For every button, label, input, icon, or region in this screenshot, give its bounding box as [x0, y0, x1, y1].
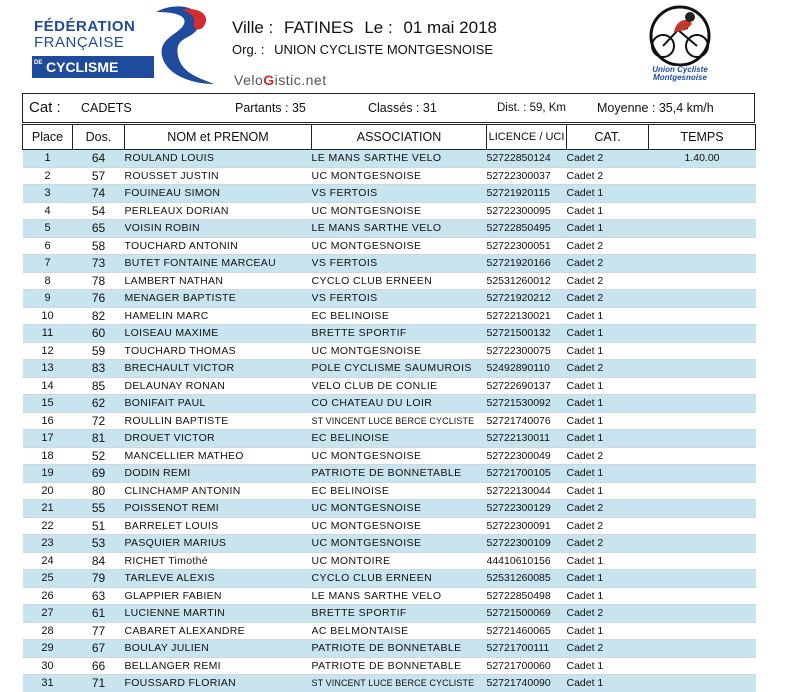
cell-place: 3 — [23, 185, 73, 203]
col-header-name: NOM et PRENOM — [125, 125, 312, 150]
cell-place: 22 — [23, 517, 73, 535]
cell-place: 26 — [23, 587, 73, 605]
results-body — [23, 150, 756, 692]
col-header-category: CAT. — [567, 125, 649, 150]
cell-category: Cadet 1 — [567, 185, 649, 203]
club-logo-text-line1: Union Cycliste — [652, 65, 708, 74]
cell-time — [649, 517, 756, 535]
cell-dossard: 84 — [73, 552, 125, 570]
table-row — [23, 237, 756, 255]
cell-category: Cadet 1 — [567, 395, 649, 413]
cell-time — [649, 255, 756, 273]
cell-name: LOISEAU MAXIME — [125, 325, 312, 343]
average-speed: Moyenne : 35,4 km/h — [597, 101, 714, 115]
cell-time — [649, 570, 756, 588]
cell-time — [649, 622, 756, 640]
cell-time — [649, 587, 756, 605]
table-row — [23, 675, 756, 692]
cell-licence: 52492890110 — [487, 360, 567, 378]
cell-licence: 52721700111 — [487, 640, 567, 658]
cell-category: Cadet 2 — [567, 517, 649, 535]
table-row — [23, 395, 756, 413]
date-value: 01 mai 2018 — [403, 18, 497, 37]
cell-name: LAMBERT NATHAN — [125, 272, 312, 290]
cell-time — [649, 185, 756, 203]
cell-category: Cadet 1 — [567, 220, 649, 238]
cell-licence: 52722690137 — [487, 377, 567, 395]
cell-name: BRECHAULT VICTOR — [125, 360, 312, 378]
cell-name: MENAGER BAPTISTE — [125, 290, 312, 308]
cell-licence: 52722130044 — [487, 482, 567, 500]
cell-category: Cadet 2 — [567, 360, 649, 378]
cell-association: UC MONTGESNOISE — [312, 167, 487, 185]
cell-place: 19 — [23, 465, 73, 483]
cell-licence: 52721920212 — [487, 290, 567, 308]
cell-association: UC MONTGESNOISE — [312, 517, 487, 535]
cell-dossard: 80 — [73, 482, 125, 500]
cell-licence: 44410610156 — [487, 552, 567, 570]
cell-time — [649, 552, 756, 570]
cell-category: Cadet 1 — [567, 675, 649, 692]
table-row — [23, 640, 756, 658]
cell-place: 20 — [23, 482, 73, 500]
cell-category: Cadet 1 — [567, 552, 649, 570]
cell-time — [649, 482, 756, 500]
cell-place: 17 — [23, 430, 73, 448]
cell-category: Cadet 1 — [567, 622, 649, 640]
cell-category: Cadet 2 — [567, 237, 649, 255]
event-location-date — [232, 18, 497, 38]
table-row — [23, 447, 756, 465]
race-summary — [22, 93, 755, 123]
results-table — [22, 124, 756, 692]
cell-name: FOUSSARD FLORIAN — [125, 675, 312, 692]
ffc-logo-de: DE — [34, 60, 43, 66]
cell-dossard: 65 — [73, 220, 125, 238]
cell-licence: 52721740076 — [487, 412, 567, 430]
cell-time — [649, 237, 756, 255]
cell-association: UC MONTGESNOISE — [312, 447, 487, 465]
cell-place: 23 — [23, 535, 73, 553]
cell-name: PERLEAUX DORIAN — [125, 202, 312, 220]
cell-category: Cadet 1 — [567, 307, 649, 325]
cell-dossard: 69 — [73, 465, 125, 483]
table-row — [23, 202, 756, 220]
cell-place: 13 — [23, 360, 73, 378]
cell-licence: 52722300037 — [487, 167, 567, 185]
cell-place: 28 — [23, 622, 73, 640]
cell-dossard: 67 — [73, 640, 125, 658]
cell-name: CABARET ALEXANDRE — [125, 622, 312, 640]
cell-time — [649, 307, 756, 325]
org-value: UNION CYCLISTE MONTGESNOISE — [274, 42, 494, 57]
cell-licence: 52721920166 — [487, 255, 567, 273]
classes-count: Classés : 31 — [368, 101, 437, 115]
table-row — [23, 430, 756, 448]
velogistic-part-b: istic.net — [274, 72, 327, 88]
cell-dossard: 52 — [73, 447, 125, 465]
cell-time — [649, 272, 756, 290]
cell-time — [649, 290, 756, 308]
cell-association: PATRIOTE DE BONNETABLE — [312, 465, 487, 483]
cell-name: VOISIN ROBIN — [125, 220, 312, 238]
cell-place: 27 — [23, 605, 73, 623]
ville-label: Ville : — [232, 18, 274, 37]
table-row — [23, 552, 756, 570]
table-row — [23, 325, 756, 343]
ville-value: FATINES — [284, 18, 354, 37]
cell-time — [649, 447, 756, 465]
cell-place: 31 — [23, 675, 73, 692]
cell-licence: 52722850124 — [487, 150, 567, 168]
cell-dossard: 57 — [73, 167, 125, 185]
cell-category: Cadet 1 — [567, 570, 649, 588]
cell-place: 6 — [23, 237, 73, 255]
cell-dossard: 55 — [73, 500, 125, 518]
cell-licence: 52721500069 — [487, 605, 567, 623]
ffc-logo-bar — [32, 56, 154, 78]
cell-name: LUCIENNE MARTIN — [125, 605, 312, 623]
cell-association: POLE CYCLISME SAUMUROIS — [312, 360, 487, 378]
cell-licence: 52721740090 — [487, 675, 567, 692]
cell-association: CYCLO CLUB ERNEEN — [312, 272, 487, 290]
cell-dossard: 53 — [73, 535, 125, 553]
date-label: Le : — [364, 18, 393, 37]
table-row — [23, 307, 756, 325]
cell-licence: 52721500132 — [487, 325, 567, 343]
cell-name: DELAUNAY RONAN — [125, 377, 312, 395]
cell-time — [649, 640, 756, 658]
table-row — [23, 150, 756, 168]
cell-name: BELLANGER REMI — [125, 657, 312, 675]
col-header-place: Place — [23, 125, 73, 150]
cell-licence: 52531260085 — [487, 570, 567, 588]
table-row — [23, 290, 756, 308]
cell-association: PATRIOTE DE BONNETABLE — [312, 657, 487, 675]
cell-licence: 52531260012 — [487, 272, 567, 290]
cell-time — [649, 202, 756, 220]
cell-dossard: 82 — [73, 307, 125, 325]
cell-category: Cadet 2 — [567, 255, 649, 273]
cell-place: 9 — [23, 290, 73, 308]
cell-name: FOUINEAU SIMON — [125, 185, 312, 203]
ffc-logo-line2: FRANÇAISE — [34, 34, 125, 51]
cell-dossard: 62 — [73, 395, 125, 413]
club-logo-text — [630, 66, 730, 82]
cell-association: UC MONTGESNOISE — [312, 237, 487, 255]
cell-place: 1 — [23, 150, 73, 168]
cell-association: VS FERTOIS — [312, 290, 487, 308]
cell-name: RICHET Timothé — [125, 552, 312, 570]
cell-name: BOULAY JULIEN — [125, 640, 312, 658]
cell-association: LE MANS SARTHE VELO — [312, 587, 487, 605]
cell-dossard: 58 — [73, 237, 125, 255]
cell-place: 11 — [23, 325, 73, 343]
cell-association: CO CHATEAU DU LOIR — [312, 395, 487, 413]
cell-name: POISSENOT REMI — [125, 500, 312, 518]
table-row — [23, 377, 756, 395]
cell-licence: 52722300049 — [487, 447, 567, 465]
cell-time — [649, 675, 756, 692]
cell-dossard: 83 — [73, 360, 125, 378]
table-row — [23, 587, 756, 605]
table-row — [23, 185, 756, 203]
cell-association: LE MANS SARTHE VELO — [312, 220, 487, 238]
cell-time — [649, 342, 756, 360]
cell-category: Cadet 2 — [567, 500, 649, 518]
cell-name: ROULAND LOUIS — [125, 150, 312, 168]
cell-licence: 52722850498 — [487, 587, 567, 605]
cell-association: AC BELMONTAISE — [312, 622, 487, 640]
cell-category: Cadet 2 — [567, 605, 649, 623]
cell-place: 5 — [23, 220, 73, 238]
cell-place: 14 — [23, 377, 73, 395]
cell-place: 4 — [23, 202, 73, 220]
cell-name: BARRELET LOUIS — [125, 517, 312, 535]
table-row — [23, 342, 756, 360]
cell-licence: 52722850495 — [487, 220, 567, 238]
cell-time — [649, 377, 756, 395]
cell-name: ROUSSET JUSTIN — [125, 167, 312, 185]
cell-association: BRETTE SPORTIF — [312, 325, 487, 343]
table-row — [23, 482, 756, 500]
table-row — [23, 622, 756, 640]
cell-name: PASQUIER MARIUS — [125, 535, 312, 553]
cell-association: UC MONTGESNOISE — [312, 202, 487, 220]
cell-association: VELO CLUB DE CONLIE — [312, 377, 487, 395]
cell-time — [649, 167, 756, 185]
cell-dossard: 51 — [73, 517, 125, 535]
cell-name: DROUET VICTOR — [125, 430, 312, 448]
cell-dossard: 63 — [73, 587, 125, 605]
cell-dossard: 54 — [73, 202, 125, 220]
cell-association: EC BELINOISE — [312, 482, 487, 500]
cell-name: BONIFAIT PAUL — [125, 395, 312, 413]
cell-licence: 52722300075 — [487, 342, 567, 360]
cell-dossard: 72 — [73, 412, 125, 430]
cell-place: 15 — [23, 395, 73, 413]
cell-licence: 52721700060 — [487, 657, 567, 675]
cell-category: Cadet 1 — [567, 430, 649, 448]
cell-category: Cadet 1 — [567, 342, 649, 360]
velogistic-part-g: G — [263, 72, 275, 88]
cell-time — [649, 465, 756, 483]
cell-place: 12 — [23, 342, 73, 360]
cell-licence: 52722300109 — [487, 535, 567, 553]
cell-place: 30 — [23, 657, 73, 675]
cell-category: Cadet 2 — [567, 272, 649, 290]
cell-dossard: 60 — [73, 325, 125, 343]
cell-time — [649, 360, 756, 378]
cell-association: EC BELINOISE — [312, 430, 487, 448]
cell-time — [649, 412, 756, 430]
cell-name: MANCELLIER MATHEO — [125, 447, 312, 465]
category-value: CADETS — [81, 101, 132, 115]
cell-licence: 52722130021 — [487, 307, 567, 325]
cell-dossard: 59 — [73, 342, 125, 360]
cell-place: 29 — [23, 640, 73, 658]
cell-place: 16 — [23, 412, 73, 430]
cell-licence: 52721920115 — [487, 185, 567, 203]
category-label: Cat : — [29, 99, 61, 116]
cell-name: HAMELIN MARC — [125, 307, 312, 325]
cell-time — [649, 605, 756, 623]
col-header-licence: LICENCE / UCI — [487, 125, 567, 150]
cell-category: Cadet 2 — [567, 447, 649, 465]
cell-time — [649, 500, 756, 518]
org-label: Org. : — [232, 42, 265, 57]
cell-dossard: 71 — [73, 675, 125, 692]
table-row — [23, 517, 756, 535]
cell-name: TARLEVE ALEXIS — [125, 570, 312, 588]
cell-dossard: 73 — [73, 255, 125, 273]
cell-name: TOUCHARD THOMAS — [125, 342, 312, 360]
cell-category: Cadet 1 — [567, 465, 649, 483]
cell-category: Cadet 2 — [567, 290, 649, 308]
table-row — [23, 167, 756, 185]
velogistic-part-a: Velo — [234, 72, 264, 88]
cell-time: 1.40.00 — [649, 150, 756, 168]
club-logo-text-line2: Montgesnoise — [653, 73, 707, 82]
cell-licence: 52722300051 — [487, 237, 567, 255]
table-row — [23, 255, 756, 273]
cell-time — [649, 325, 756, 343]
cell-place: 21 — [23, 500, 73, 518]
cell-time — [649, 430, 756, 448]
table-header — [23, 125, 756, 150]
cell-licence: 52722300095 — [487, 202, 567, 220]
cell-dossard: 79 — [73, 570, 125, 588]
club-logo — [630, 4, 730, 88]
cell-association: VS FERTOIS — [312, 255, 487, 273]
table-row — [23, 570, 756, 588]
cell-dossard: 85 — [73, 377, 125, 395]
cell-licence: 52722130011 — [487, 430, 567, 448]
cell-category: Cadet 1 — [567, 325, 649, 343]
cell-association: ST VINCENT LUCE BERCE CYCLISTE — [312, 675, 487, 692]
cell-category: Cadet 1 — [567, 657, 649, 675]
cyclist-icon — [630, 4, 730, 66]
cell-place: 8 — [23, 272, 73, 290]
cell-category: Cadet 1 — [567, 587, 649, 605]
partants-count: Partants : 35 — [235, 101, 306, 115]
col-header-time: TEMPS — [649, 125, 756, 150]
cell-name: TOUCHARD ANTONIN — [125, 237, 312, 255]
cell-association: CYCLO CLUB ERNEEN — [312, 570, 487, 588]
cell-dossard: 61 — [73, 605, 125, 623]
cell-place: 7 — [23, 255, 73, 273]
cell-association: UC MONTOIRE — [312, 552, 487, 570]
table-row — [23, 360, 756, 378]
cell-licence: 52722300129 — [487, 500, 567, 518]
cell-licence: 52721700105 — [487, 465, 567, 483]
cell-dossard: 64 — [73, 150, 125, 168]
cell-name: ROULLIN BAPTISTE — [125, 412, 312, 430]
cell-place: 2 — [23, 167, 73, 185]
col-header-dossard: Dos. — [73, 125, 125, 150]
cell-dossard: 74 — [73, 185, 125, 203]
cell-category: Cadet 2 — [567, 150, 649, 168]
cell-association: EC BELINOISE — [312, 307, 487, 325]
cell-place: 18 — [23, 447, 73, 465]
cell-licence: 52721460065 — [487, 622, 567, 640]
table-row — [23, 465, 756, 483]
page-header — [0, 0, 796, 92]
cell-licence: 52721530092 — [487, 395, 567, 413]
cell-association: UC MONTGESNOISE — [312, 500, 487, 518]
cell-name: CLINCHAMP ANTONIN — [125, 482, 312, 500]
cell-dossard: 66 — [73, 657, 125, 675]
table-row — [23, 412, 756, 430]
cell-category: Cadet 1 — [567, 202, 649, 220]
distance: Dist. : 59, Km — [497, 102, 567, 114]
table-row — [23, 272, 756, 290]
table-row — [23, 220, 756, 238]
ffc-logo-bar-text: CYCLISME — [46, 59, 119, 75]
cell-association: BRETTE SPORTIF — [312, 605, 487, 623]
cell-time — [649, 220, 756, 238]
cell-category: Cadet 2 — [567, 167, 649, 185]
cell-dossard: 81 — [73, 430, 125, 448]
cell-association: UC MONTGESNOISE — [312, 342, 487, 360]
cell-category: Cadet 1 — [567, 482, 649, 500]
cell-place: 10 — [23, 307, 73, 325]
table-row — [23, 535, 756, 553]
cell-place: 24 — [23, 552, 73, 570]
cell-association: LE MANS SARTHE VELO — [312, 150, 487, 168]
ffc-logo-line1: FÉDÉRATION — [34, 18, 136, 35]
cell-association: ST VINCENT LUCE BERCE CYCLISTE — [312, 412, 487, 430]
cell-category: Cadet 1 — [567, 377, 649, 395]
event-organizer — [232, 42, 497, 57]
cell-association: VS FERTOIS — [312, 185, 487, 203]
cell-category: Cadet 2 — [567, 640, 649, 658]
cell-name: DODIN REMI — [125, 465, 312, 483]
cell-association: PATRIOTE DE BONNETABLE — [312, 640, 487, 658]
cell-licence: 52722300091 — [487, 517, 567, 535]
event-title — [232, 18, 497, 57]
velogistic-brand — [234, 72, 327, 88]
cell-association: UC MONTGESNOISE — [312, 535, 487, 553]
cell-dossard: 78 — [73, 272, 125, 290]
cell-category: Cadet 2 — [567, 535, 649, 553]
ffc-logo — [28, 4, 218, 88]
col-header-association: ASSOCIATION — [312, 125, 487, 150]
cell-category: Cadet 1 — [567, 412, 649, 430]
cell-dossard: 76 — [73, 290, 125, 308]
cell-dossard: 77 — [73, 622, 125, 640]
cell-name: BUTET FONTAINE MARCEAU — [125, 255, 312, 273]
cell-time — [649, 395, 756, 413]
cell-name: GLAPPIER FABIEN — [125, 587, 312, 605]
cell-place: 25 — [23, 570, 73, 588]
table-row — [23, 605, 756, 623]
cell-time — [649, 535, 756, 553]
table-row — [23, 500, 756, 518]
